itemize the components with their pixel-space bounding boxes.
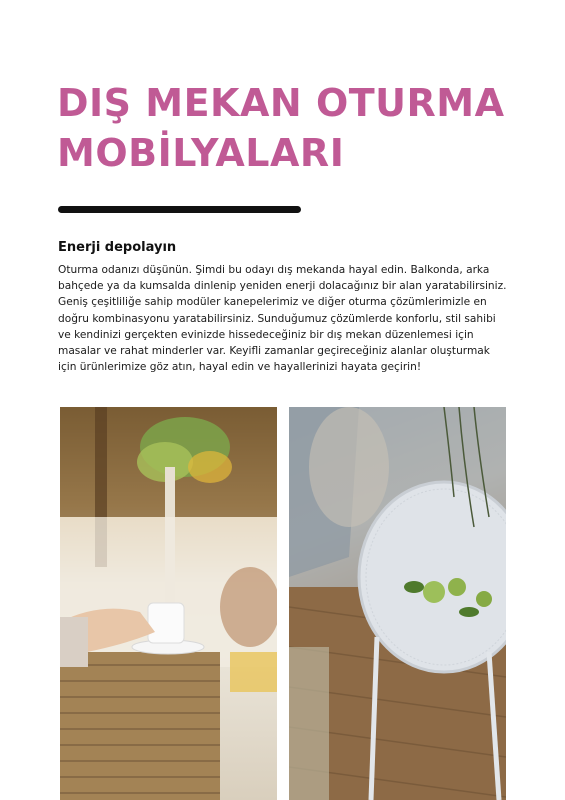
photo-mesh-side-table [289,407,506,800]
title-line-1: DIŞ MEKAN OTURMA [57,81,505,125]
title-underline [58,206,301,213]
section-subheading: Enerji depolayın [58,240,177,255]
side-table-scene-illustration [289,407,506,800]
intro-paragraph: Oturma odanızı düşünün. Şimdi bu odayı dış mekanda hayal edin. Balkonda, arka bahçede ya da kumsalda dinlenip yeniden enerji dolacağınız bir alan yaratabilirsiniz. Geniş çeşitliliğe sahip modüler kanepelerimiz ve diğer oturma çözümlerimizle en doğru kombinasyonu yaratabilirsiniz. Sunduğumuz çözümlerde konforlu, stil sahibi ve kendinizi gerçekten evinizde hissedeceğiniz bir dış mekan düzenlemesi için masalar ve rahat minderler var. Keyifli zamanlar geçireceğiniz alanlar oluşturmak için ürünlerimize göz atın, hayal edin ve hayallerinizi hayata geçirin! [58,264,507,374]
page-title [57,78,527,178]
title-line-2: MOBİLYALARI [57,131,345,175]
coffee-scene-illustration [60,407,277,800]
photo-coffee-on-wicker-table [60,407,277,800]
